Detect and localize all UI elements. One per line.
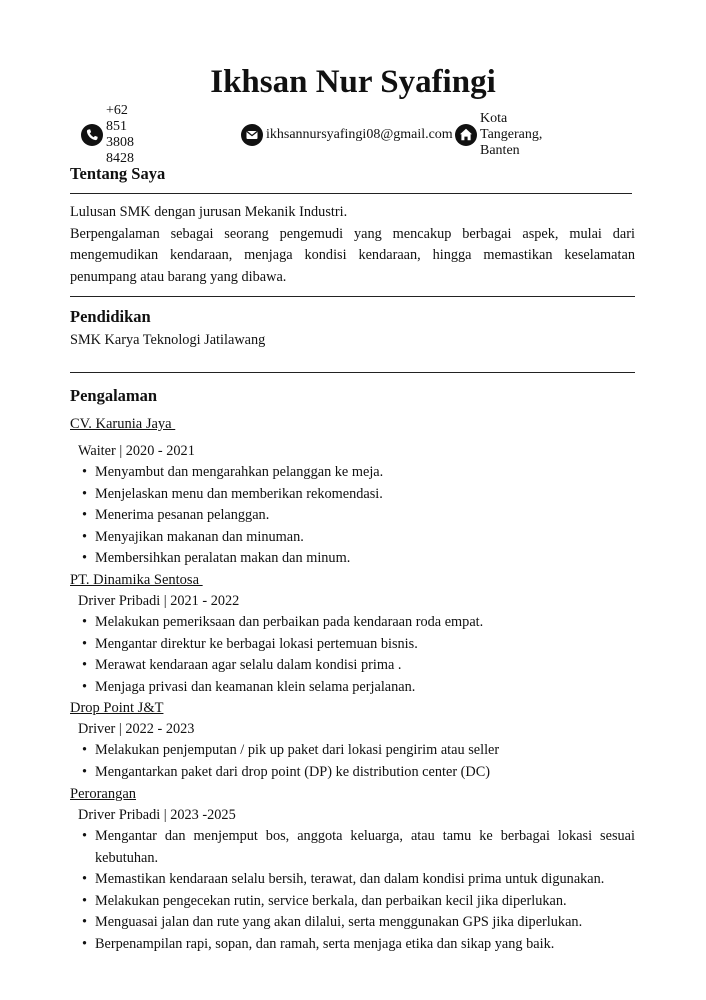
contact-phone (81, 103, 134, 166)
job-duties (70, 826, 635, 955)
job-company: PT. Dinamika Sentosa (70, 572, 203, 588)
duty-item: • Menjelaskan menu dan memberikan rekomendasi. (70, 484, 635, 506)
phone-text: +62 851 3808 8428 (106, 103, 134, 166)
duty-item: • Mengantar direktur ke berbagai lokasi pertemuan bisnis. (70, 634, 635, 656)
job-role: Driver Pribadi | 2023 -2025 (78, 807, 236, 823)
duty-item: • Menerima pesanan pelanggan. (70, 505, 635, 527)
duty-item: • Melakukan pemeriksaan dan perbaikan pada kendaraan roda empat. (70, 612, 635, 634)
duty-item: • Menyambut dan mengarahkan pelanggan ke meja. (70, 462, 635, 484)
duty-item: • Melakukan pengecekan rutin, service berkala, dan perbaikan kecil jika diperlukan. (70, 891, 635, 913)
about-heading: Tentang Saya (70, 164, 166, 183)
contact-location (455, 111, 543, 158)
job-duties (70, 612, 635, 698)
education-school: SMK Karya Teknologi Jatilawang (70, 332, 266, 348)
job-company: Drop Point J&T (70, 700, 164, 716)
experience-heading: Pengalaman (70, 386, 158, 405)
phone-icon (81, 124, 103, 146)
mail-icon (241, 124, 263, 146)
duty-item: • Menyajikan makanan dan minuman. (70, 527, 635, 549)
job-company: Perorangan (70, 786, 137, 802)
home-icon (455, 124, 477, 146)
duty-item: • Memastikan kendaraan selalu bersih, terawat, dan dalam kondisi prima untuk digunakan. (70, 869, 635, 891)
job-role: Waiter | 2020 - 2021 (78, 443, 195, 459)
duty-item: • Menjaga privasi dan keamanan klein selama perjalanan. (70, 677, 635, 699)
about-paragraph: Berpengalaman sebagai seorang pengemudi yang mencakup berbagai aspek, mulai dari mengemudikan kendaraan, menjaga kondisi kendaraan, hingga memastikan keselamatan penumpang atau barang yang dibawa. (70, 225, 635, 285)
email-text: ikhsannursyafingi08@gmail.com (266, 127, 453, 142)
resume-name: Ikhsan Nur Syafingi (210, 64, 496, 100)
section-divider (70, 296, 635, 297)
about-divider (70, 193, 632, 194)
job-role: Driver | 2022 - 2023 (78, 721, 195, 737)
education-heading: Pendidikan (70, 307, 151, 326)
job-role: Driver Pribadi | 2021 - 2022 (78, 593, 240, 609)
about-summary: Lulusan SMK dengan jurusan Mekanik Industri. (70, 204, 348, 220)
duty-item: • Merawat kendaraan agar selalu dalam kondisi prima . (70, 655, 635, 677)
job-company: CV. Karunia Jaya (70, 416, 176, 432)
section-divider (70, 372, 635, 373)
job-duties (70, 462, 635, 570)
duty-item: • Membersihkan peralatan makan dan minum. (70, 548, 635, 570)
duty-item: • Melakukan penjemputan / pik up paket dari lokasi pengirim atau seller (70, 740, 635, 762)
duty-item: • Mengantar dan menjemput bos, anggota keluarga, atau tamu ke berbagai lokasi sesuai kebutuhan. (70, 826, 635, 869)
location-text: Kota Tangerang, Banten (480, 111, 543, 158)
duty-item: • Berpenampilan rapi, sopan, dan ramah, serta menjaga etika dan sikap yang baik. (70, 934, 635, 956)
duty-item: • Menguasai jalan dan rute yang akan dilalui, serta menggunakan GPS jika diperlukan. (70, 912, 635, 934)
duty-item: • Mengantarkan paket dari drop point (DP) ke distribution center (DC) (70, 762, 635, 784)
contact-email (241, 124, 453, 146)
job-duties (70, 740, 635, 783)
